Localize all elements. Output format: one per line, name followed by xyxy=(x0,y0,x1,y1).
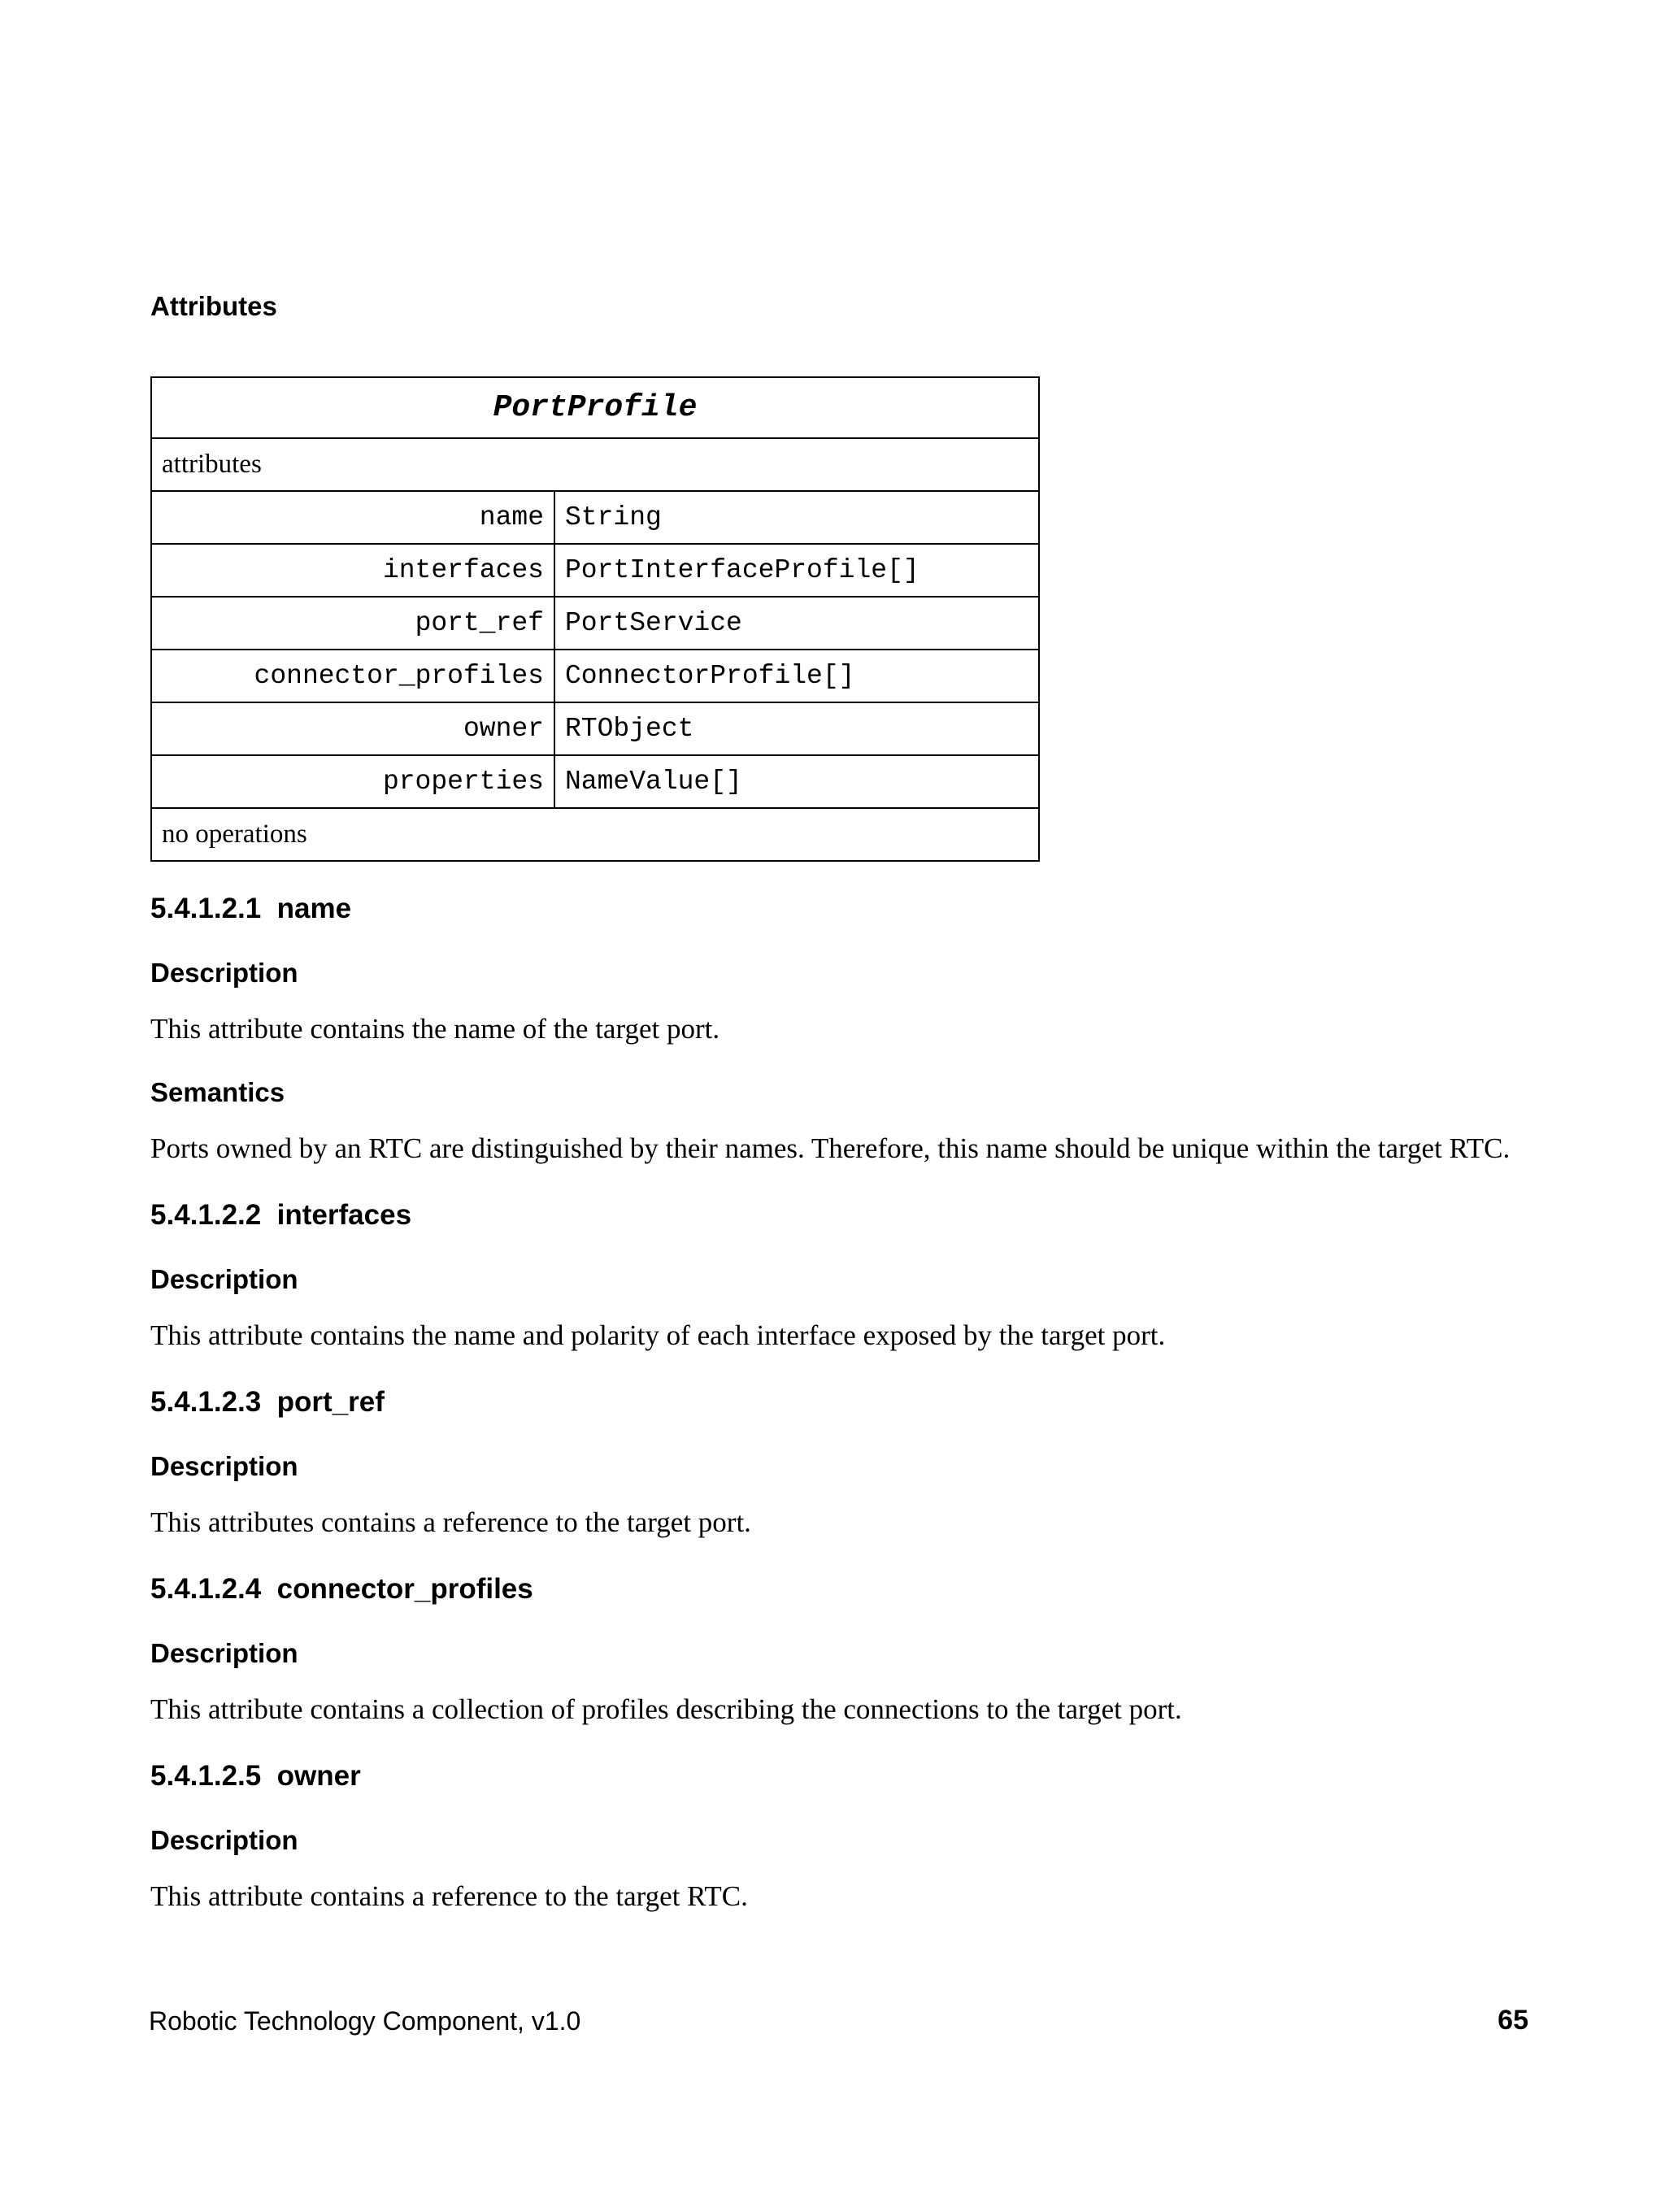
description-label: Description xyxy=(150,1451,298,1481)
section-heading-interfaces: 5.4.1.2.2 interfaces xyxy=(150,1199,412,1231)
attribute-type: String xyxy=(565,502,662,532)
section-heading-owner: 5.4.1.2.5 owner xyxy=(150,1760,361,1792)
semantics-label: Semantics xyxy=(150,1077,285,1107)
table-row xyxy=(152,545,1038,598)
description-text: This attribute contains the name and polarity of each interface exposed by the target port. xyxy=(150,1319,1166,1351)
attribute-type: ConnectorProfile[] xyxy=(565,661,855,691)
description-text: This attribute contains a collection of profiles describing the connections to the target port. xyxy=(150,1693,1182,1725)
attribute-type: RTObject xyxy=(565,714,694,744)
attribute-name: name xyxy=(152,492,555,543)
description-label: Description xyxy=(150,1264,298,1294)
description-text: This attribute contains the name of the target port. xyxy=(150,1013,720,1045)
description-text: This attributes contains a reference to the target port. xyxy=(150,1506,751,1538)
class-table xyxy=(150,376,1040,862)
table-row xyxy=(152,756,1038,809)
attribute-name: owner xyxy=(152,703,555,754)
attribute-name: port_ref xyxy=(152,598,555,649)
table-row xyxy=(152,598,1038,650)
attribute-type: PortInterfaceProfile[] xyxy=(565,555,919,585)
attribute-name: properties xyxy=(152,756,555,807)
attribute-type: PortService xyxy=(565,608,742,638)
attribute-name: interfaces xyxy=(152,545,555,596)
footer-document-title: Robotic Technology Component, v1.0 xyxy=(149,2006,581,2036)
class-table-title: PortProfile xyxy=(152,378,1038,439)
class-table-operations-label: no operations xyxy=(162,819,307,849)
table-row xyxy=(152,703,1038,756)
attribute-name: connector_profiles xyxy=(152,650,555,702)
description-label: Description xyxy=(150,958,298,988)
semantics-text: Ports owned by an RTC are distinguished by their names. Therefore, this name should be unique within the target RTC. xyxy=(150,1132,1511,1164)
table-row xyxy=(152,492,1038,545)
attribute-type: NameValue[] xyxy=(565,767,742,797)
attributes-heading: Attributes xyxy=(150,291,277,321)
section-heading-connector-profiles: 5.4.1.2.4 connector_profiles xyxy=(150,1573,533,1605)
description-text: This attribute contains a reference to the target RTC. xyxy=(150,1880,748,1912)
section-heading-name: 5.4.1.2.1 name xyxy=(150,893,352,924)
section-heading-port-ref: 5.4.1.2.3 port_ref xyxy=(150,1386,385,1418)
footer-page-number: 65 xyxy=(1498,2005,1528,2036)
table-row xyxy=(152,650,1038,703)
class-table-attributes-label: attributes xyxy=(152,439,1038,492)
description-label: Description xyxy=(150,1825,298,1855)
description-label: Description xyxy=(150,1638,298,1668)
